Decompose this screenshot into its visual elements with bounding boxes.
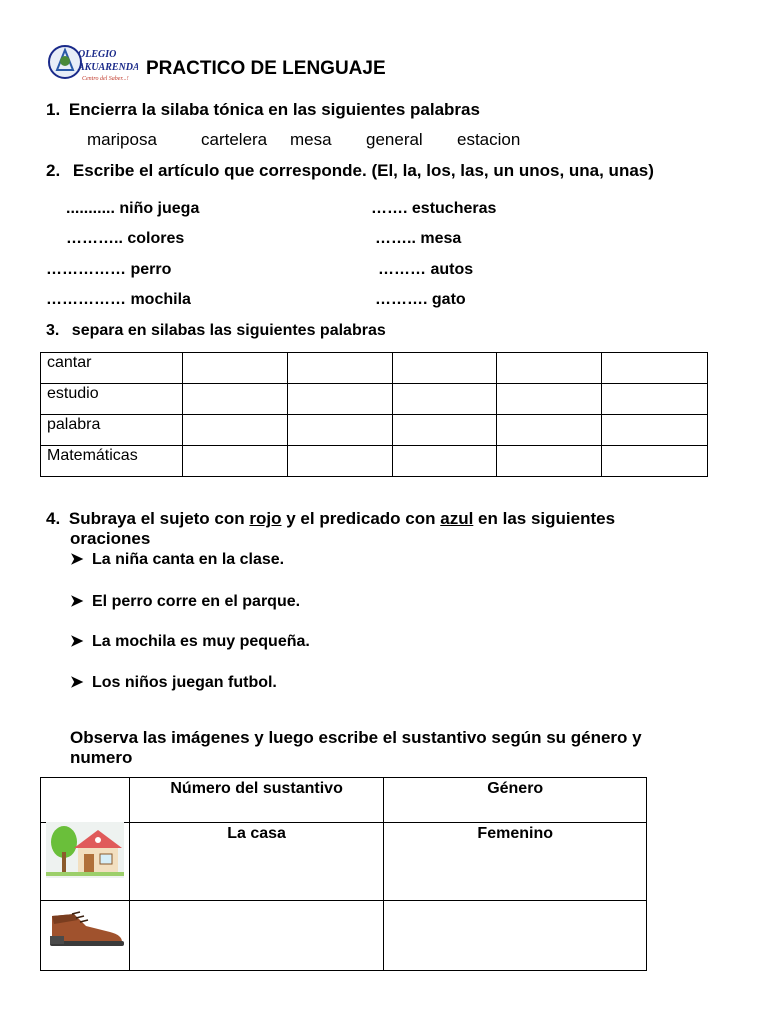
arrow-bullet-icon: ➤ bbox=[70, 593, 84, 610]
arrow-bullet-icon: ➤ bbox=[70, 633, 84, 650]
arrow-bullet-icon: ➤ bbox=[70, 674, 84, 691]
q4-number: 4. bbox=[46, 509, 61, 528]
q4-word-azul: azul bbox=[440, 509, 474, 528]
q2-number: 2. bbox=[46, 161, 61, 180]
syllable-cell[interactable] bbox=[287, 415, 392, 446]
sentence-text: Los niños juegan futbol. bbox=[92, 674, 277, 691]
sentence-text: La niña canta en la clase. bbox=[92, 551, 285, 568]
sentence-item bbox=[70, 631, 310, 651]
syllable-cell[interactable] bbox=[392, 353, 497, 384]
syllable-cell[interactable] bbox=[182, 384, 287, 415]
q2-item-right: …….. mesa bbox=[375, 230, 462, 247]
arrow-bullet-icon: ➤ bbox=[70, 551, 84, 568]
sentence-text: El perro corre en el parque. bbox=[92, 593, 301, 610]
syllable-table bbox=[40, 352, 708, 477]
school-logo bbox=[48, 42, 138, 84]
q1-word: estacion bbox=[457, 130, 521, 149]
syllable-word: cantar bbox=[41, 353, 183, 384]
sentence-text: La mochila es muy pequeña. bbox=[92, 633, 310, 650]
cell-genero[interactable] bbox=[384, 901, 647, 971]
syllable-word: palabra bbox=[41, 415, 183, 446]
syllable-cell[interactable] bbox=[287, 353, 392, 384]
q1-word: mariposa bbox=[87, 130, 157, 149]
q5-text-1: Observa las imágenes y luego escribe el sustantivo según su género y bbox=[70, 728, 642, 747]
syllable-cell[interactable] bbox=[392, 446, 497, 477]
q4-text-c: en las siguientes bbox=[478, 509, 616, 528]
q3-heading bbox=[46, 322, 386, 340]
q2-heading bbox=[46, 161, 654, 181]
q2-item-right: ………. gato bbox=[375, 291, 466, 308]
syllable-cell[interactable] bbox=[497, 384, 602, 415]
q1-number: 1. bbox=[46, 100, 61, 119]
syllable-cell[interactable] bbox=[182, 353, 287, 384]
syllable-cell[interactable] bbox=[287, 446, 392, 477]
q2-item-right: ……… autos bbox=[378, 261, 474, 278]
q2-item-left: …………… mochila bbox=[46, 291, 191, 308]
sentence-item bbox=[70, 549, 284, 569]
house-icon bbox=[46, 822, 124, 878]
syllable-cell[interactable] bbox=[392, 415, 497, 446]
q2-item-right: ……. estucheras bbox=[371, 200, 497, 217]
syllable-cell[interactable] bbox=[392, 384, 497, 415]
syllable-cell[interactable] bbox=[602, 384, 708, 415]
q4-heading bbox=[46, 509, 615, 529]
q1-text: Encierra la silaba tónica en las siguientes palabras bbox=[68, 100, 480, 119]
image-header-cell bbox=[41, 778, 130, 823]
q5-text-2: numero bbox=[70, 748, 133, 767]
q4-text-d: oraciones bbox=[70, 529, 151, 548]
header-numero: Número del sustantivo bbox=[129, 778, 384, 823]
syllable-cell[interactable] bbox=[497, 353, 602, 384]
q2-item-left: ........... niño juega bbox=[66, 200, 200, 217]
cell-numero[interactable]: La casa bbox=[129, 823, 384, 901]
syllable-cell[interactable] bbox=[497, 415, 602, 446]
shoe-icon bbox=[46, 900, 124, 950]
gender-table bbox=[40, 777, 647, 971]
header-genero: Género bbox=[384, 778, 647, 823]
q4-word-rojo: rojo bbox=[249, 509, 282, 528]
q1-word: cartelera bbox=[201, 130, 268, 149]
table-row bbox=[41, 778, 647, 823]
table-row bbox=[41, 901, 647, 971]
logo-text-1: OLEGIO bbox=[78, 49, 117, 60]
q3-text: separa en silabas las siguientes palabras bbox=[71, 322, 386, 339]
syllable-cell[interactable] bbox=[182, 446, 287, 477]
q4-text-a: Subraya el sujeto con bbox=[68, 509, 245, 528]
table-row bbox=[41, 384, 708, 415]
logo-text-3: Centro del Saber...! bbox=[82, 76, 129, 82]
q1-heading bbox=[46, 100, 480, 120]
sentence-item bbox=[70, 591, 300, 611]
q2-item-left: …………… perro bbox=[46, 261, 172, 278]
syllable-word: Matemáticas bbox=[41, 446, 183, 477]
q2-text: Escribe el artículo que corresponde. (El, la, los, las, un unos, una, unas) bbox=[72, 161, 654, 180]
sentence-item bbox=[70, 672, 277, 692]
q1-word: mesa bbox=[290, 130, 332, 149]
cell-genero[interactable]: Femenino bbox=[384, 823, 647, 901]
cell-numero[interactable] bbox=[129, 901, 384, 971]
syllable-cell[interactable] bbox=[497, 446, 602, 477]
syllable-cell[interactable] bbox=[602, 353, 708, 384]
table-row bbox=[41, 415, 708, 446]
syllable-cell[interactable] bbox=[602, 446, 708, 477]
table-row bbox=[41, 446, 708, 477]
table-row bbox=[41, 823, 647, 901]
syllable-cell[interactable] bbox=[287, 384, 392, 415]
syllable-cell[interactable] bbox=[602, 415, 708, 446]
logo-text-2: AKUARENDA bbox=[78, 62, 138, 73]
q1-word: general bbox=[366, 130, 423, 149]
q4-text-b: y el predicado con bbox=[286, 509, 436, 528]
syllable-word: estudio bbox=[41, 384, 183, 415]
q2-item-left: ……….. colores bbox=[66, 230, 185, 247]
syllable-cell[interactable] bbox=[182, 415, 287, 446]
q3-number: 3. bbox=[46, 322, 60, 339]
page-title: PRACTICO DE LENGUAJE bbox=[146, 58, 386, 79]
table-row bbox=[41, 353, 708, 384]
